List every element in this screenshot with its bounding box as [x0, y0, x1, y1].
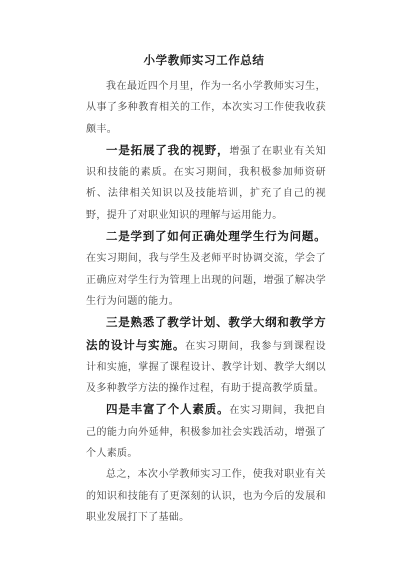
paragraph-point-4	[86, 399, 326, 464]
paragraph-lead: 二是学到了如何正确处理学生行为问题。	[106, 229, 326, 244]
paragraph-conclusion	[86, 464, 326, 528]
paragraph-intro	[86, 76, 326, 140]
paragraph-lead: 三是熟悉了教学计划、教学大纲和教学方法的设计与实施。	[86, 315, 326, 352]
paragraph-text: 在实习期间，我与学生及老师平时协调交流，学会了正确应对学生行为管理上出现的问题，增强了解决学生行为问题的能力。	[86, 253, 326, 307]
paragraph-point-2	[86, 226, 326, 312]
paragraph-point-1	[86, 140, 326, 226]
document-title: 小学教师实习工作总结	[143, 53, 265, 67]
paragraph-text: 增强了在职业有关知识和技能的素质。在实习期间，我积极参加师资研析、法律相关知识以及技能培训，扩充了自己的视野，提升了对职业知识的理解与运用能力。	[86, 145, 326, 221]
paragraph-lead: 四是丰富了个人素质。	[106, 402, 230, 417]
paragraph-point-3	[86, 312, 326, 399]
paragraph-text: 我在最近四个月里，作为一名小学教师实习生，从事了多种教育相关的工作，本次实习工作使我收获颇丰。	[86, 81, 326, 135]
paragraph-text: 在实习期间，我把自己的能力向外延伸，积极参加社会实践活动，增强了个人素质。	[86, 405, 326, 460]
document-body	[86, 76, 326, 528]
paragraph-text: 在实习期间，我参与到课程设计和实施，掌握了课程设计、教学计划、教学大纲以及多种教学方法的操作过程，有助于提高教学质量。	[86, 340, 326, 395]
paragraph-lead: 一是拓展了我的视野，	[106, 142, 230, 157]
paragraph-text: 总之，本次小学教师实习工作，使我对职业有关的知识和技能有了更深刻的认识，也为今后的发展和职业发展打下了基础。	[86, 469, 326, 523]
